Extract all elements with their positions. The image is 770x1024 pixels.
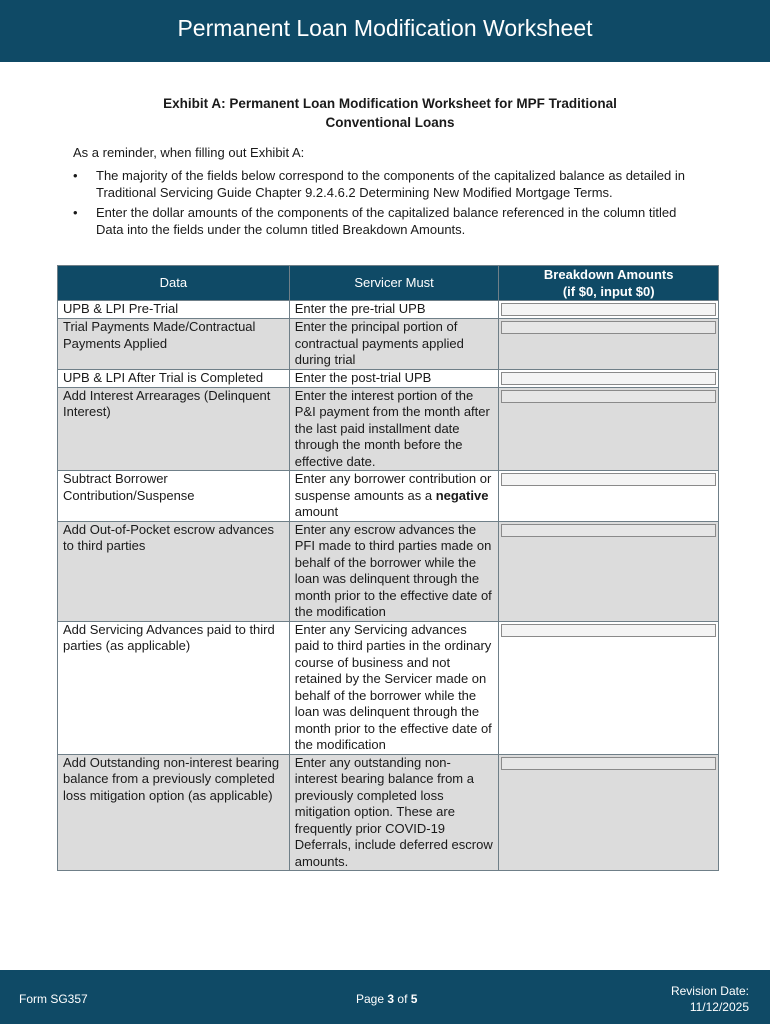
page-total: 5 xyxy=(410,992,418,1006)
breakdown-amount-cell[interactable] xyxy=(499,369,719,387)
servicer-must-cell: Enter any outstanding non-interest bearing balance from a previously completed loss mitigation option. These are frequently prior COVID-19 Deferrals, include deferred escrow amounts. xyxy=(289,754,499,871)
header-banner xyxy=(0,0,770,62)
footer-banner xyxy=(0,970,770,1024)
servicer-must-text-end: amount xyxy=(294,504,339,519)
amount-input-field[interactable] xyxy=(501,473,716,486)
exhibit-title-line-1: Exhibit A: Permanent Loan Modification Worksheet for MPF Traditional xyxy=(163,96,617,111)
list-item xyxy=(73,205,693,238)
revision-date-value: 11/12/2025 xyxy=(689,1000,749,1014)
breakdown-amount-cell[interactable] xyxy=(499,521,719,621)
data-cell: UPB & LPI After Trial is Completed xyxy=(58,369,290,387)
data-cell: Add Out-of-Pocket escrow advances to third parties xyxy=(58,521,290,621)
table-row xyxy=(58,754,719,871)
bullet-text: Enter the dollar amounts of the components of the capitalized balance referenced in the column titled Data into the fields under the column titled Breakdown Amounts. xyxy=(96,205,677,237)
revision-label: Revision Date: xyxy=(670,984,749,998)
table-row xyxy=(58,301,719,319)
page-number xyxy=(356,992,417,1006)
page-of: of xyxy=(397,992,408,1006)
table-row xyxy=(58,471,719,522)
breakdown-amount-cell[interactable] xyxy=(499,471,719,522)
data-cell: Add Servicing Advances paid to third parties (as applicable) xyxy=(58,621,290,754)
bullet-text: The majority of the fields below correspond to the components of the capitalized balance as detailed in Traditional Servicing Guide Chapter 9.2.4.6.2 Determining New Modified Mortgage Terms. xyxy=(96,168,685,200)
breakdown-header-line-1: Breakdown Amounts xyxy=(543,267,674,282)
servicer-must-cell: Enter any Servicing advances paid to third parties in the ordinary course of business and not retained by the Servicer made on behalf of the borrower while the loan was delinquent through the month prior to the effective date of the modification xyxy=(289,621,499,754)
breakdown-amount-cell[interactable] xyxy=(499,301,719,319)
amount-input-field[interactable] xyxy=(501,303,716,316)
amount-input-field[interactable] xyxy=(501,321,716,334)
table-row xyxy=(58,521,719,621)
breakdown-amount-cell[interactable] xyxy=(499,387,719,471)
amount-input-field[interactable] xyxy=(501,624,716,637)
data-cell: Trial Payments Made/Contractual Payments Applied xyxy=(58,319,290,370)
form-id: Form SG357 xyxy=(19,992,88,1006)
amount-input-field[interactable] xyxy=(501,757,716,770)
reminder-list xyxy=(73,168,693,242)
page-title: Permanent Loan Modification Worksheet xyxy=(177,14,593,41)
servicer-must-cell: Enter the pre-trial UPB xyxy=(289,301,499,319)
intro-text: As a reminder, when filling out Exhibit A: xyxy=(73,145,305,160)
breakdown-header-line-2: (if $0, input $0) xyxy=(562,283,655,299)
table-header-row xyxy=(58,266,719,301)
exhibit-title xyxy=(90,94,690,132)
exhibit-title-line-2: Conventional Loans xyxy=(325,115,455,130)
bullet-icon: • xyxy=(73,205,78,220)
amount-input-field[interactable] xyxy=(501,390,716,403)
revision-date xyxy=(671,983,749,1015)
table-row xyxy=(58,369,719,387)
breakdown-amount-cell[interactable] xyxy=(499,319,719,370)
page-current: 3 xyxy=(387,992,395,1006)
page-prefix: Page xyxy=(356,992,385,1006)
worksheet-table xyxy=(57,265,719,871)
column-header-servicer-must: Servicer Must xyxy=(289,266,499,301)
amount-input-field[interactable] xyxy=(501,372,716,385)
servicer-must-cell xyxy=(289,471,499,522)
table-row xyxy=(58,319,719,370)
data-cell: UPB & LPI Pre-Trial xyxy=(58,301,290,319)
servicer-must-cell: Enter the principal portion of contractual payments applied during trial xyxy=(289,319,499,370)
table-row xyxy=(58,387,719,471)
data-cell: Subtract Borrower Contribution/Suspense xyxy=(58,471,290,522)
column-header-data: Data xyxy=(58,266,290,301)
column-header-breakdown-amounts xyxy=(499,266,719,301)
data-cell: Add Outstanding non-interest bearing balance from a previously completed loss mitigation option (as applicable) xyxy=(58,754,290,871)
amount-input-field[interactable] xyxy=(501,524,716,537)
servicer-must-cell: Enter the interest portion of the P&I payment from the month after the last paid installment date through the month before the effective date. xyxy=(289,387,499,471)
breakdown-amount-cell[interactable] xyxy=(499,621,719,754)
servicer-must-cell: Enter the post-trial UPB xyxy=(289,369,499,387)
bullet-icon: • xyxy=(73,168,78,183)
data-cell: Add Interest Arrearages (Delinquent Interest) xyxy=(58,387,290,471)
list-item xyxy=(73,168,693,201)
servicer-must-cell: Enter any escrow advances the PFI made to third parties made on behalf of the borrower while the loan was delinquent through the month prior to the effective date of the modification xyxy=(289,521,499,621)
table-row xyxy=(58,621,719,754)
negative-emphasis: negative xyxy=(435,487,489,503)
servicer-must-text: Enter any borrower contribution or suspense amounts as a xyxy=(294,471,492,503)
breakdown-amount-cell[interactable] xyxy=(499,754,719,871)
